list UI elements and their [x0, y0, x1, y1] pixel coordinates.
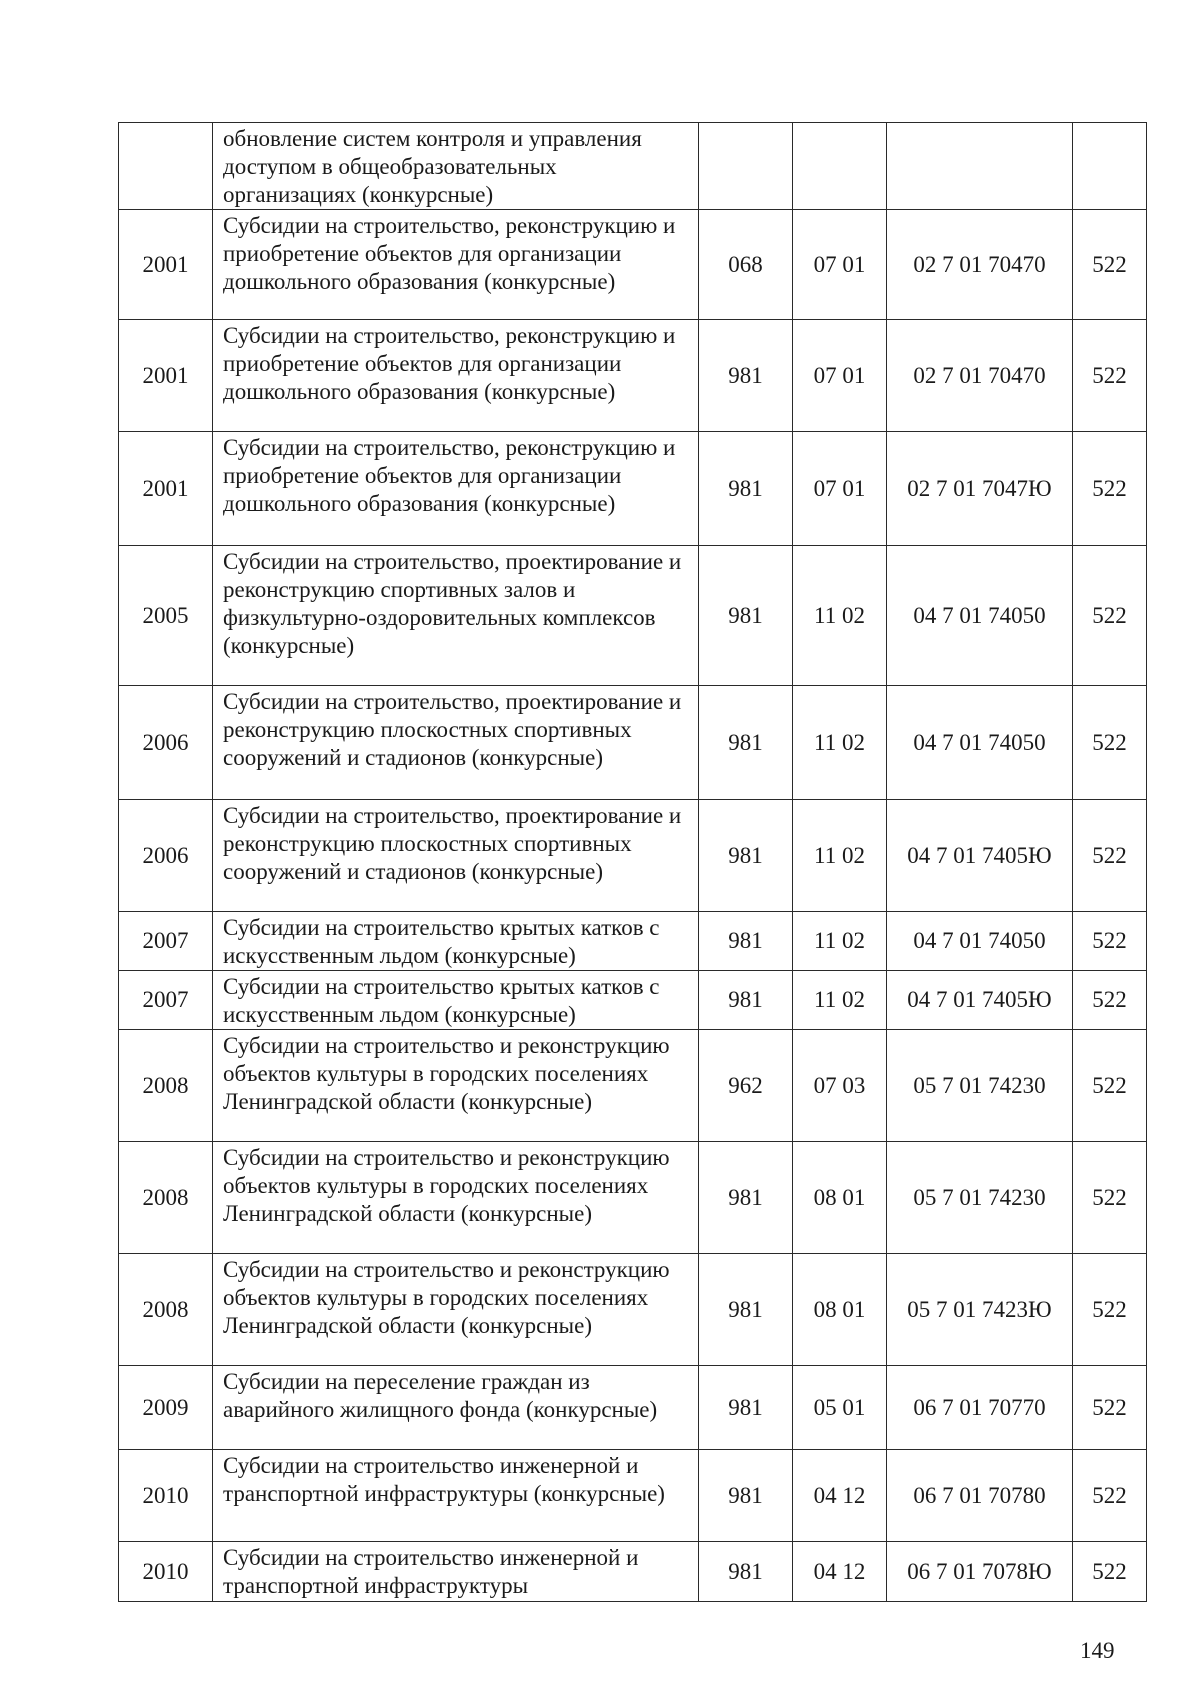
section-cell: 07 01 [793, 432, 887, 546]
expense-type-cell: 522 [1073, 1030, 1147, 1142]
grbs-cell: 962 [699, 1030, 793, 1142]
target-article-cell: 05 7 01 74230 [887, 1030, 1073, 1142]
grbs-cell: 981 [699, 1542, 793, 1602]
grbs-cell: 981 [699, 546, 793, 686]
expense-type-cell: 522 [1073, 1450, 1147, 1542]
description-cell: Субсидии на строительство крытых катков с искусственным льдом (конкурсные) [213, 912, 699, 971]
expense-type-cell: 522 [1073, 1542, 1147, 1602]
subsidy-table [118, 122, 1147, 1602]
section-cell: 11 02 [793, 686, 887, 800]
target-article-cell: 02 7 01 7047Ю [887, 432, 1073, 546]
code-cell: 2005 [119, 546, 213, 686]
table-body [119, 123, 1147, 1602]
description-cell: Субсидии на строительство и реконструкцию объектов культуры в городских поселениях Ленинградской области (конкурсные) [213, 1030, 699, 1142]
section-cell: 05 01 [793, 1366, 887, 1450]
description-cell: Субсидии на строительство крытых катков с искусственным льдом (конкурсные) [213, 971, 699, 1030]
code-cell: 2001 [119, 320, 213, 432]
table-row [119, 432, 1147, 546]
code-cell: 2006 [119, 686, 213, 800]
description-cell: Субсидии на строительство, реконструкцию и приобретение объектов для организации дошкольного образования (конкурсные) [213, 320, 699, 432]
expense-type-cell: 522 [1073, 546, 1147, 686]
section-cell: 08 01 [793, 1254, 887, 1366]
table-row [119, 1366, 1147, 1450]
table-row [119, 1450, 1147, 1542]
grbs-cell [699, 123, 793, 210]
section-cell: 08 01 [793, 1142, 887, 1254]
grbs-cell: 981 [699, 686, 793, 800]
grbs-cell: 981 [699, 432, 793, 546]
target-article-cell: 04 7 01 74050 [887, 546, 1073, 686]
description-cell: Субсидии на строительство, реконструкцию и приобретение объектов для организации дошкольного образования (конкурсные) [213, 432, 699, 546]
grbs-cell: 981 [699, 320, 793, 432]
grbs-cell: 981 [699, 912, 793, 971]
description-cell: Субсидии на строительство и реконструкцию объектов культуры в городских поселениях Ленинградской области (конкурсные) [213, 1142, 699, 1254]
table-row [119, 1030, 1147, 1142]
table-row [119, 1254, 1147, 1366]
code-cell: 2008 [119, 1142, 213, 1254]
section-cell: 04 12 [793, 1450, 887, 1542]
target-article-cell: 04 7 01 74050 [887, 912, 1073, 971]
table-row [119, 210, 1147, 320]
description-cell: Субсидии на переселение граждан из аварийного жилищного фонда (конкурсные) [213, 1366, 699, 1450]
description-cell: Субсидии на строительство, проектирование и реконструкцию плоскостных спортивных сооружений и стадионов (конкурсные) [213, 686, 699, 800]
page-number: 149 [1080, 1638, 1115, 1663]
description-cell: Субсидии на строительство, проектирование и реконструкцию спортивных залов и физкультурно-оздоровительных комплексов (конкурсные) [213, 546, 699, 686]
expense-type-cell: 522 [1073, 1366, 1147, 1450]
grbs-cell: 981 [699, 1450, 793, 1542]
expense-type-cell: 522 [1073, 432, 1147, 546]
code-cell: 2006 [119, 800, 213, 912]
expense-type-cell: 522 [1073, 1142, 1147, 1254]
grbs-cell: 981 [699, 971, 793, 1030]
target-article-cell [887, 123, 1073, 210]
target-article-cell: 04 7 01 7405Ю [887, 971, 1073, 1030]
section-cell: 07 01 [793, 210, 887, 320]
section-cell: 04 12 [793, 1542, 887, 1602]
section-cell: 07 01 [793, 320, 887, 432]
expense-type-cell: 522 [1073, 210, 1147, 320]
section-cell: 11 02 [793, 912, 887, 971]
table-row [119, 123, 1147, 210]
code-cell: 2001 [119, 432, 213, 546]
code-cell: 2009 [119, 1366, 213, 1450]
table-row [119, 686, 1147, 800]
code-cell: 2010 [119, 1450, 213, 1542]
code-cell: 2008 [119, 1030, 213, 1142]
target-article-cell: 04 7 01 74050 [887, 686, 1073, 800]
grbs-cell: 068 [699, 210, 793, 320]
section-cell: 11 02 [793, 546, 887, 686]
section-cell: 11 02 [793, 971, 887, 1030]
target-article-cell: 02 7 01 70470 [887, 320, 1073, 432]
target-article-cell: 06 7 01 7078Ю [887, 1542, 1073, 1602]
expense-type-cell: 522 [1073, 320, 1147, 432]
table-row [119, 912, 1147, 971]
code-cell [119, 123, 213, 210]
target-article-cell: 06 7 01 70780 [887, 1450, 1073, 1542]
target-article-cell: 02 7 01 70470 [887, 210, 1073, 320]
description-cell: Субсидии на строительство, реконструкцию и приобретение объектов для организации дошкольного образования (конкурсные) [213, 210, 699, 320]
target-article-cell: 05 7 01 74230 [887, 1142, 1073, 1254]
table-row [119, 320, 1147, 432]
section-cell: 11 02 [793, 800, 887, 912]
description-cell: Субсидии на строительство инженерной и транспортной инфраструктуры [213, 1542, 699, 1602]
description-cell: Субсидии на строительство, проектирование и реконструкцию плоскостных спортивных сооружений и стадионов (конкурсные) [213, 800, 699, 912]
table-row [119, 971, 1147, 1030]
target-article-cell: 04 7 01 7405Ю [887, 800, 1073, 912]
table-row [119, 1142, 1147, 1254]
table-row [119, 800, 1147, 912]
expense-type-cell [1073, 123, 1147, 210]
description-cell: Субсидии на строительство и реконструкцию объектов культуры в городских поселениях Ленинградской области (конкурсные) [213, 1254, 699, 1366]
code-cell: 2007 [119, 971, 213, 1030]
code-cell: 2008 [119, 1254, 213, 1366]
description-cell: обновление систем контроля и управления доступом в общеобразовательных организациях (конкурсные) [213, 123, 699, 210]
section-cell: 07 03 [793, 1030, 887, 1142]
target-article-cell: 06 7 01 70770 [887, 1366, 1073, 1450]
target-article-cell: 05 7 01 7423Ю [887, 1254, 1073, 1366]
code-cell: 2010 [119, 1542, 213, 1602]
table-row [119, 546, 1147, 686]
section-cell [793, 123, 887, 210]
expense-type-cell: 522 [1073, 971, 1147, 1030]
expense-type-cell: 522 [1073, 686, 1147, 800]
code-cell: 2007 [119, 912, 213, 971]
expense-type-cell: 522 [1073, 912, 1147, 971]
expense-type-cell: 522 [1073, 800, 1147, 912]
grbs-cell: 981 [699, 1366, 793, 1450]
description-cell: Субсидии на строительство инженерной и транспортной инфраструктуры (конкурсные) [213, 1450, 699, 1542]
grbs-cell: 981 [699, 800, 793, 912]
grbs-cell: 981 [699, 1254, 793, 1366]
expense-type-cell: 522 [1073, 1254, 1147, 1366]
grbs-cell: 981 [699, 1142, 793, 1254]
code-cell: 2001 [119, 210, 213, 320]
table-row [119, 1542, 1147, 1602]
